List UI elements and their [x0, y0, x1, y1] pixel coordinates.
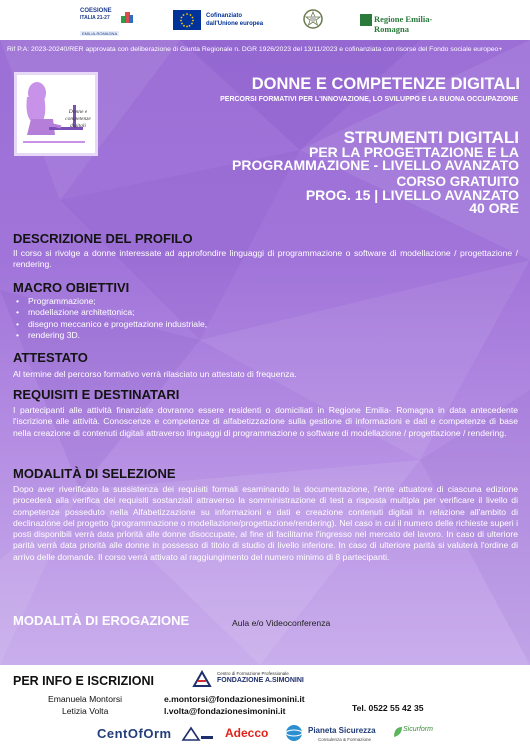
- attestato-text: Al termine del percorso formativo verrà rilasciato un attestato di frequenza.: [13, 369, 297, 379]
- coesione-mark-icon: [120, 10, 134, 24]
- centoform-logo: CentOfOrm: [97, 726, 172, 741]
- course-heading: [99, 130, 519, 215]
- list-item: • disegno meccanico e progettazione industriale,: [16, 319, 207, 330]
- course-name-line-3: PROGRAMMAZIONE - LIVELLO AVANZATO: [232, 157, 519, 173]
- eu-flag-icon: [173, 10, 201, 30]
- attestato-title: ATTESTATO: [13, 350, 88, 365]
- fondazione-line-1: Centro di Formazione Professionale: [217, 671, 289, 676]
- eu-line-2: dall'Unione europea: [206, 21, 264, 27]
- portrait-caption-line-2: competenze digitali: [65, 116, 91, 129]
- course-hours: 40 ORE: [469, 200, 519, 216]
- contact-phone: Tel. 0522 55 42 35: [352, 703, 424, 713]
- rer-label: Regione Emilia-Romagna: [374, 14, 433, 34]
- erogazione-title: MODALITÀ DI EROGAZIONE: [13, 613, 190, 628]
- course-name: STRUMENTI DIGITALI: [343, 128, 519, 147]
- erogazione-value: Aula e/o Videoconferenza: [232, 618, 331, 628]
- page-title: DONNE E COMPETENZE DIGITALI: [251, 75, 520, 93]
- list-item: • Programmazione;: [16, 296, 207, 307]
- selezione-text: Dopo aver riverificato la sussistenza dei requisiti formali esaminando la documentazione, l'ente attuatore di ciascuna edizione procederà alla verifica dei requisiti sostanziali attraverso la somministrazione di test a risposta multipla per verificare il livello di competenze posseduto nella Alfabetizzazione su informazioni e dati e creazione contenuti digitali in relazione all'ambito di declinazione del progetto (programmazione o modellazione/progettazione/rendering). Nel caso in cui il numero delle richieste superi i posti disponibili verrà data priorità alle donne disoccupate, al fine di facilitarne l'ingresso nel mercato del lavoro. In caso di ulteriore parità verrà data priorità alle donne in possesso di titolo di studio di livello inferiore. In caso di ulteriore parità si valuterà l'ordine di arrivo delle domande. Il corso verrà attivato al raggiungimento del numero minimo di 8 partecipanti.: [13, 484, 518, 562]
- coesione-region: EMILIA-ROMAGNA: [82, 31, 118, 36]
- descrizione-text: Il corso si rivolge a donne interessate ad approfondire linguaggi di programmazione o software di modellazione / progettazione / rendering.: [13, 248, 518, 270]
- regione-emilia-romagna-logo: [360, 12, 460, 34]
- list-item: • rendering 3D.: [16, 330, 207, 341]
- portrait-caption-line-1: Donne e: [68, 109, 88, 115]
- course-prog-level: PROG. 15 | LIVELLO AVANZATO: [305, 187, 519, 203]
- adecco-logo: Adecco: [225, 726, 269, 740]
- logo-strip: [0, 0, 530, 40]
- selezione-title: MODALITÀ DI SELEZIONE: [13, 466, 176, 481]
- requisiti-title: REQUISITI E DESTINATARI: [13, 387, 180, 402]
- contact-email-1[interactable]: e.montorsi@fondazionesimonini.it: [164, 694, 305, 704]
- rer-mark-icon: [360, 14, 372, 26]
- macro-obiettivi-title: MACRO OBIETTIVI: [13, 280, 130, 295]
- list-item: • modellazione architettonica;: [16, 307, 207, 318]
- fondazione-simonini-logo: [192, 670, 322, 690]
- woman-laptop-illustration: [14, 72, 98, 156]
- contact-name-2: Letizia Volta: [62, 706, 109, 716]
- contact-name-1: Emanuela Montorsi: [48, 694, 123, 704]
- descrizione-title: DESCRIZIONE DEL PROFILO: [13, 231, 193, 246]
- pianeta-sicurezza-logo: Pianeta Sicurezza: [308, 726, 376, 735]
- coesione-italia-logo: [80, 8, 136, 34]
- sicurform-logo: Sicurform: [403, 726, 433, 733]
- page-subtitle: PERCORSI FORMATIVI PER L'INNOVAZIONE, LO SVILUPPO E LA BUONA OCCUPAZIONE: [220, 96, 518, 103]
- fondazione-mark-icon: [192, 670, 212, 688]
- pianeta-globe-icon: [285, 724, 303, 742]
- macro-obiettivi-list: [16, 296, 207, 341]
- course-free-label: CORSO GRATUITO: [396, 174, 519, 189]
- fondazione-small-logo-icon: [181, 726, 215, 742]
- fondazione-line-2: FONDAZIONE A.SIMONINI: [217, 677, 304, 684]
- contact-email-2[interactable]: l.volta@fondazionesimonini.it: [164, 706, 286, 716]
- requisiti-text: I partecipanti alle attività finanziate dovranno essere residenti o domiciliati in Regione Emilia- Romagna in data antecedente l'iscrizione alle attività. Conoscenze e competenze di alfabetizzazione sulla gestione di informazioni e dati e competenze di base nella creazione di contenuti digitali attraverso linguaggi di programmazione o software di modellazione / progettazione / rendering.: [13, 405, 518, 438]
- info-title: PER INFO E ISCRIZIONI: [13, 674, 154, 688]
- course-name-line-2: PER LA PROGETTAZIONE E LA: [308, 144, 519, 160]
- eu-line-1: Cofinanziato: [206, 13, 242, 19]
- coesione-sub: ITALIA 21-27: [80, 15, 110, 21]
- italian-republic-emblem-icon: [302, 7, 324, 33]
- coesione-label: COESIONE: [80, 8, 112, 14]
- pianeta-sicurezza-sub: Consulenza & Formazione: [318, 737, 372, 742]
- rif-pa-text: Rif P.A: 2023-20240/RER approvata con deliberazione di Giunta Regionale n. DGR 1926/2023 del 13/11/2023 e cofinanziata con risorse del Fondo sociale europeo+: [7, 46, 503, 53]
- eu-cofinanziato-logo: [173, 10, 273, 32]
